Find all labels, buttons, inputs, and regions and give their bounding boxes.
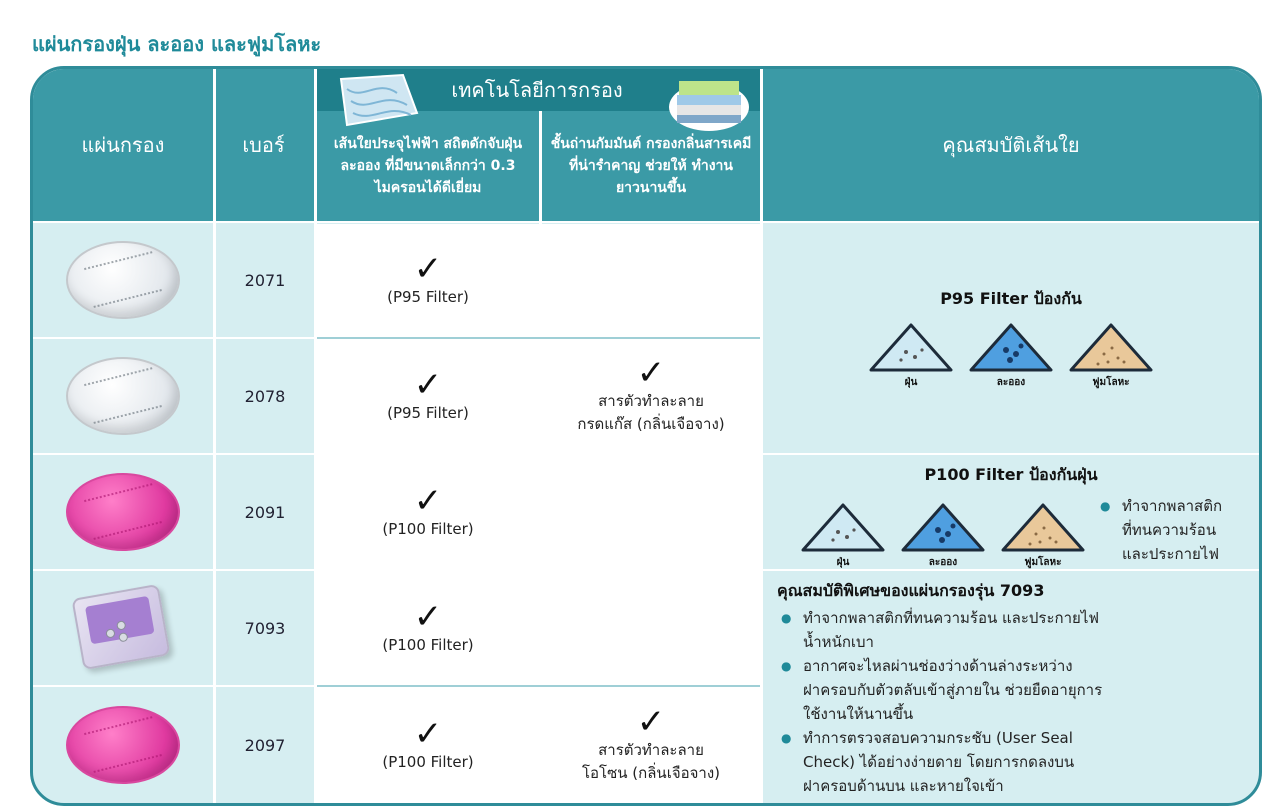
electret-cell — [317, 223, 539, 337]
metal-fume-icon — [1000, 502, 1086, 570]
special-bullet-line: ฝาครอบด้านบน และหายใจเข้า — [803, 777, 1004, 795]
mist-label: ละออง — [928, 557, 958, 568]
filter-2097-image — [66, 706, 180, 784]
p100-bullet-line: ที่ทนความร้อน — [1121, 521, 1217, 539]
header-number: เบอร์ — [213, 69, 314, 221]
p100-bullet-line: และประกายไฟ — [1121, 545, 1219, 563]
p100-bullet-line: ● ทำจากพลาสติก — [1096, 494, 1222, 518]
special-bullet-line: Check) ได้อย่างง่ายดาย โดยการกดลงบน — [803, 753, 1075, 771]
table-row — [33, 687, 213, 803]
special-properties — [777, 579, 1247, 801]
special-bullet-line: ฝาครอบกับตัวตลับเข้าสู่ภายใน ช่วยยืดอายุการ — [803, 681, 1103, 699]
dust-triangle — [868, 322, 954, 374]
fume-triangle — [1068, 322, 1154, 374]
carbon-desc-line: กรดแก๊ส (กลิ่นเจือจาง) — [577, 415, 725, 433]
p95-icon-row — [868, 322, 1154, 390]
electret-fiber-icon — [333, 73, 423, 129]
filter-2078-image — [66, 357, 180, 435]
electret-cell — [317, 571, 539, 685]
carbon-desc-line: โอโซน (กลิ่นเจือจาง) — [581, 764, 721, 782]
check-icon: ✓ — [636, 353, 666, 393]
fume-label: ฟูมโลหะ — [1092, 376, 1130, 388]
header-electret: เส้นใยประจุไฟฟ้า สถิตดักจับฝุ่นละออง ที่มีขนาดเล็กกว่า 0.3 ไมครอนได้ดีเยี่ยม — [317, 111, 539, 221]
page-title: แผ่นกรองฝุ่น ละออง และฟูมโลหะ — [32, 32, 322, 56]
filter-rating: (P100 Filter) — [382, 752, 474, 771]
metal-fume-icon — [1068, 322, 1154, 390]
dust-icon — [800, 502, 886, 570]
check-icon: ✓ — [413, 248, 443, 289]
special-bullet-line: ● อากาศจะไหลผ่านช่องว่างด้านล่างระหว่าง — [777, 654, 1247, 678]
mist-icon — [900, 502, 986, 570]
carbon-cell — [542, 687, 760, 803]
special-bullet-line: น้ำหนักเบา — [803, 633, 874, 651]
special-bullets — [777, 606, 1247, 798]
table-row — [33, 223, 213, 337]
mist-label: ละออง — [996, 376, 1026, 388]
check-icon: ✓ — [636, 702, 666, 742]
carbon-desc-line: สารตัวทำละลาย — [598, 392, 704, 410]
special-bullet-line: ● ทำจากพลาสติกที่ทนความร้อน และประกายไฟ — [777, 606, 1247, 630]
p100-icon-row — [800, 502, 1086, 570]
carbon-desc-line: สารตัวทำละลาย — [598, 741, 704, 759]
check-icon: ✓ — [413, 480, 443, 521]
filter-number: 2097 — [244, 735, 286, 755]
filter-rating: (P100 Filter) — [382, 519, 474, 538]
filter-number: 7093 — [244, 618, 286, 638]
check-icon: ✓ — [413, 713, 443, 754]
header-technology-label: เทคโนโลยีการกรอง — [451, 78, 623, 102]
electret-cell — [317, 455, 539, 569]
filter-number: 2091 — [244, 502, 286, 522]
filter-7093-image — [71, 584, 170, 670]
special-bullet-line: ● ทำการตรวจสอบความกระชับ (User Seal — [777, 726, 1247, 750]
p100-properties — [763, 455, 1259, 569]
filter-rating: (P95 Filter) — [387, 403, 469, 422]
special-title: คุณสมบัติพิเศษของแผ่นกรองรุ่น 7093 — [777, 581, 1045, 600]
filter-number: 2071 — [244, 270, 286, 290]
filter-2071-image — [66, 241, 180, 319]
special-bullet-line: ใช้งานให้นานขึ้น — [803, 705, 914, 723]
filter-number: 2078 — [244, 386, 286, 406]
p100-content — [800, 494, 1222, 570]
dust-icon — [868, 322, 954, 390]
mist-icon — [968, 322, 1054, 390]
filter-2091-image — [66, 473, 180, 551]
filter-rating: (P95 Filter) — [387, 287, 469, 306]
header-filter: แผ่นกรอง — [33, 69, 213, 221]
table-row — [33, 339, 213, 453]
mist-triangle — [968, 322, 1054, 374]
fume-label: ฟูมโลหะ — [1024, 557, 1062, 568]
mist-triangle — [900, 502, 986, 554]
p95-title: P95 Filter ป้องกัน — [940, 288, 1082, 308]
filter-table — [30, 66, 1262, 806]
filter-rating: (P100 Filter) — [382, 635, 474, 654]
electret-cell — [317, 339, 539, 453]
electret-cell — [317, 687, 539, 803]
check-icon: ✓ — [413, 596, 443, 637]
check-icon: ✓ — [413, 364, 443, 405]
dust-label: ฝุ่น — [904, 376, 918, 388]
carbon-layer-icon — [667, 73, 751, 133]
dust-triangle — [800, 502, 886, 554]
fume-triangle — [1000, 502, 1086, 554]
dust-label: ฝุ่น — [836, 557, 850, 568]
p100-bullets — [1096, 494, 1222, 566]
p95-properties — [763, 223, 1259, 453]
header-properties: คุณสมบัติเส้นใย — [763, 69, 1259, 221]
carbon-cell — [542, 339, 760, 453]
header-carbon: ชั้นถ่านกัมมันต์ กรองกลิ่นสารเคมี ที่น่ารำคาญ ช่วยให้ ทำงานยาวนานขึ้น — [542, 111, 760, 221]
p100-title: P100 Filter ป้องกันฝุ่น — [924, 465, 1098, 484]
table-row — [33, 571, 213, 685]
table-row — [33, 455, 213, 569]
